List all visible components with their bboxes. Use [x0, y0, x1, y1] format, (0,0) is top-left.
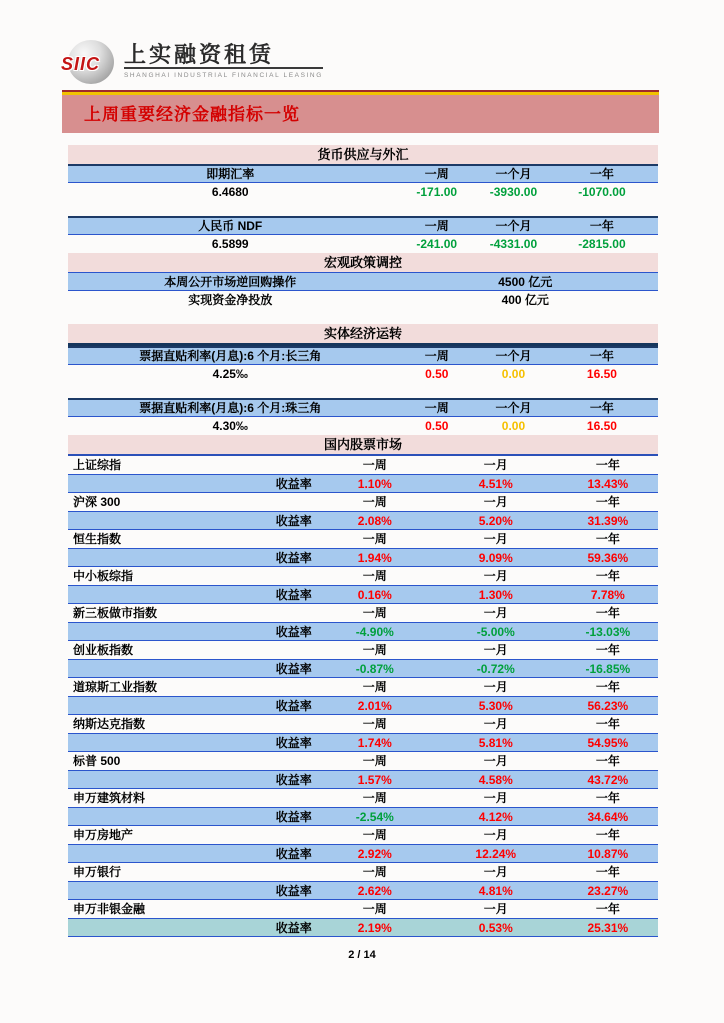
siic-logo-text: SIIC [61, 54, 101, 74]
column-header: 一年 [595, 532, 620, 546]
yield-value: 1.30% [478, 587, 513, 602]
column-header: 一年 [595, 902, 620, 916]
yield-value: 2.19% [357, 920, 392, 935]
yield-value: -13.03% [585, 624, 631, 639]
indicator-current-value: 4.25‰ [212, 367, 248, 381]
yield-value: 23.27% [587, 883, 629, 898]
column-header: 一周 [362, 717, 387, 731]
yield-label: 收益率 [275, 883, 312, 898]
siic-globe-icon [61, 40, 114, 84]
report-table [68, 145, 658, 937]
yield-value: -2.54% [355, 809, 394, 824]
stock-yield-row [68, 474, 658, 493]
section-header-real-economy: 实体经济运转 [68, 324, 658, 346]
kv-row-reverse-repo [68, 272, 658, 291]
stock-index-name: 上证综指 [73, 458, 122, 472]
yield-value: -4.90% [355, 624, 394, 639]
column-header: 一月 [483, 865, 508, 879]
column-header: 一个月 [495, 219, 532, 233]
column-header: 一月 [483, 680, 508, 694]
yield-value: 4.51% [478, 476, 513, 491]
stock-name-row [68, 715, 658, 733]
yield-label: 收益率 [275, 809, 312, 824]
page-title: 上周重要经济金融指标一览 [84, 105, 300, 124]
indicator-header-rmb-ndf [68, 216, 658, 235]
section-gap [68, 201, 658, 216]
indicator-label: 人民币 NDF [198, 219, 263, 233]
indicator-value: 0.50 [425, 367, 449, 381]
yield-label: 收益率 [275, 587, 312, 602]
column-header: 一月 [483, 458, 508, 472]
yield-value: -5.00% [476, 624, 515, 639]
company-logo [61, 40, 323, 84]
stock-name-row [68, 900, 658, 918]
column-header: 一月 [483, 569, 508, 583]
stock-index-name: 申万建筑材料 [73, 791, 146, 805]
indicator-current-value: 6.5899 [211, 237, 249, 251]
yield-value: 56.23% [587, 698, 629, 713]
column-header: 一年 [595, 458, 620, 472]
indicator-value: 0.00 [501, 367, 526, 381]
yield-value: 25.31% [587, 920, 629, 935]
column-header: 一年 [589, 167, 614, 181]
indicator-current-value: 4.30‰ [212, 419, 248, 433]
column-header: 一周 [362, 643, 387, 657]
yield-value: 7.78% [590, 587, 625, 602]
stock-yield-row [68, 844, 658, 863]
indicator-label: 票据直贴利率(月息):6 个月:珠三角 [139, 401, 322, 415]
yield-value: 0.16% [357, 587, 392, 602]
yield-value: 5.30% [478, 698, 513, 713]
stock-index-name: 申万银行 [73, 865, 122, 879]
indicator-value: 0.50 [425, 419, 449, 433]
column-header: 一周 [362, 532, 387, 546]
column-header: 一个月 [495, 167, 532, 181]
yield-value: 2.92% [357, 846, 392, 861]
yield-value: 2.62% [357, 883, 392, 898]
column-header: 一月 [483, 717, 508, 731]
page-title-bar [62, 90, 659, 133]
stock-yield-row [68, 548, 658, 567]
column-header: 一年 [595, 680, 620, 694]
stock-index-name: 纳斯达克指数 [73, 717, 146, 731]
column-header: 一年 [595, 569, 620, 583]
kv-value: 4500 亿元 [498, 274, 553, 289]
yield-value: 1.74% [357, 735, 392, 750]
column-header: 一周 [362, 865, 387, 879]
yield-value: 5.81% [478, 735, 513, 750]
indicator-value: -4331.00 [489, 237, 538, 251]
stock-index-name: 创业板指数 [73, 643, 134, 657]
logo-names [124, 43, 323, 79]
stock-index-name: 申万房地产 [73, 828, 134, 842]
column-header: 一周 [424, 167, 449, 181]
stock-index-name: 申万非银金融 [73, 902, 146, 916]
yield-label: 收益率 [275, 476, 312, 491]
indicator-header-bill-rate-yangtze [68, 346, 658, 365]
column-header: 一周 [362, 680, 387, 694]
indicator-header-spot-exchange-rate [68, 164, 658, 183]
column-header: 一周 [424, 401, 449, 415]
column-header: 一周 [362, 902, 387, 916]
yield-value: 4.12% [478, 809, 513, 824]
stock-yield-row [68, 659, 658, 678]
yield-label: 收益率 [275, 735, 312, 750]
stock-name-row [68, 530, 658, 548]
column-header: 一年 [589, 401, 614, 415]
stock-yield-row [68, 511, 658, 530]
indicator-value: 16.50 [586, 367, 617, 381]
indicator-values-bill-rate-yangtze [68, 365, 658, 383]
yield-value: 13.43% [587, 476, 629, 491]
indicator-value: -1070.00 [578, 185, 626, 199]
kv-row-net-cash-injection [68, 291, 658, 309]
stock-yield-row [68, 807, 658, 826]
indicator-value: -241.00 [416, 237, 458, 251]
yield-value: -0.87% [355, 661, 394, 676]
indicator-value: 16.50 [586, 419, 617, 433]
stock-name-row [68, 826, 658, 844]
stock-name-row [68, 752, 658, 770]
section-gap [68, 383, 658, 398]
yield-value: 12.24% [475, 846, 517, 861]
column-header: 一年 [595, 754, 620, 768]
column-header: 一周 [362, 791, 387, 805]
column-header: 一月 [483, 791, 508, 805]
yield-value: 2.08% [357, 513, 392, 528]
section-gap [68, 309, 658, 324]
indicator-values-rmb-ndf [68, 235, 658, 253]
stock-index-name: 恒生指数 [73, 532, 122, 546]
indicator-value: 0.00 [501, 419, 526, 433]
yield-value: 54.95% [587, 735, 629, 750]
column-header: 一周 [424, 219, 449, 233]
stock-yield-row [68, 918, 658, 937]
column-header: 一年 [595, 717, 620, 731]
stock-index-name: 新三板做市指数 [73, 606, 158, 620]
stock-name-row [68, 493, 658, 511]
yield-value: 4.81% [478, 883, 513, 898]
yield-label: 收益率 [275, 624, 312, 639]
indicator-label: 即期汇率 [206, 167, 255, 181]
section-header-macro-policy: 宏观政策调控 [68, 253, 658, 272]
stock-index-name: 道琼斯工业指数 [73, 680, 158, 694]
yield-value: 10.87% [587, 846, 629, 861]
stock-name-row [68, 641, 658, 659]
yield-value: 2.01% [357, 698, 392, 713]
yield-value: 1.94% [357, 550, 392, 565]
column-header: 一年 [589, 219, 614, 233]
stock-yield-row [68, 770, 658, 789]
column-header: 一年 [595, 495, 620, 509]
column-header: 一年 [589, 349, 614, 363]
kv-label: 本周公开市场逆回购操作 [164, 274, 297, 289]
column-header: 一月 [483, 495, 508, 509]
column-header: 一年 [595, 643, 620, 657]
yield-value: 31.39% [587, 513, 629, 528]
indicator-value: -3930.00 [489, 185, 538, 199]
stock-yield-row [68, 622, 658, 641]
yield-label: 收益率 [275, 772, 312, 787]
column-header: 一月 [483, 902, 508, 916]
stock-index-name: 沪深 300 [73, 495, 121, 509]
yield-value: 34.64% [587, 809, 629, 824]
yield-value: 59.36% [587, 550, 629, 565]
yield-value: -0.72% [476, 661, 515, 676]
column-header: 一周 [362, 754, 387, 768]
stock-name-row [68, 678, 658, 696]
indicator-header-bill-rate-pearl [68, 398, 658, 417]
stock-yield-row [68, 733, 658, 752]
company-name-cn: 上实融资租赁 [124, 43, 323, 69]
stock-name-row [68, 863, 658, 881]
yield-value: -16.85% [585, 661, 631, 676]
column-header: 一月 [483, 532, 508, 546]
yield-label: 收益率 [275, 698, 312, 713]
company-name-en: SHANGHAI INDUSTRIAL FINANCIAL LEASING [124, 72, 323, 80]
indicator-label: 票据直贴利率(月息):6 个月:长三角 [139, 349, 322, 363]
stock-name-row [68, 456, 658, 474]
yield-label: 收益率 [275, 550, 312, 565]
stock-yield-row [68, 881, 658, 900]
column-header: 一月 [483, 754, 508, 768]
column-header: 一月 [483, 606, 508, 620]
stock-name-row [68, 604, 658, 622]
column-header: 一年 [595, 828, 620, 842]
column-header: 一周 [362, 606, 387, 620]
column-header: 一周 [362, 458, 387, 472]
column-header: 一年 [595, 606, 620, 620]
column-header: 一个月 [495, 401, 532, 415]
column-header: 一周 [424, 349, 449, 363]
yield-value: 43.72% [587, 772, 629, 787]
yield-value: 1.10% [357, 476, 392, 491]
yield-label: 收益率 [275, 846, 312, 861]
yield-label: 收益率 [275, 920, 312, 935]
yield-value: 4.58% [478, 772, 513, 787]
column-header: 一周 [362, 495, 387, 509]
yield-value: 5.20% [478, 513, 513, 528]
indicator-values-bill-rate-pearl [68, 417, 658, 435]
stock-name-row [68, 789, 658, 807]
yield-value: 9.09% [478, 550, 513, 565]
stock-index-name: 标普 500 [73, 754, 121, 768]
column-header: 一周 [362, 569, 387, 583]
yield-value: 1.57% [357, 772, 392, 787]
stock-yield-row [68, 585, 658, 604]
indicator-value: -171.00 [416, 185, 458, 199]
column-header: 一年 [595, 791, 620, 805]
column-header: 一周 [362, 828, 387, 842]
stock-yield-row [68, 696, 658, 715]
kv-label: 实现资金净投放 [188, 293, 273, 307]
kv-value: 400 亿元 [501, 293, 549, 307]
yield-label: 收益率 [275, 661, 312, 676]
page-number: 2 / 14 [348, 949, 376, 961]
stock-index-name: 中小板综指 [73, 569, 134, 583]
stock-name-row [68, 567, 658, 585]
column-header: 一月 [483, 643, 508, 657]
yield-label: 收益率 [275, 513, 312, 528]
indicator-values-spot-exchange-rate [68, 183, 658, 201]
column-header: 一月 [483, 828, 508, 842]
section-header-money-supply-fx: 货币供应与外汇 [68, 145, 658, 164]
column-header: 一年 [595, 865, 620, 879]
column-header: 一个月 [495, 349, 532, 363]
indicator-current-value: 6.4680 [211, 185, 249, 199]
title-bar [62, 95, 659, 133]
indicator-value: -2815.00 [578, 237, 626, 251]
yield-value: 0.53% [478, 920, 513, 935]
page-footer [0, 949, 724, 961]
section-header-domestic-stock-market: 国内股票市场 [68, 435, 658, 456]
